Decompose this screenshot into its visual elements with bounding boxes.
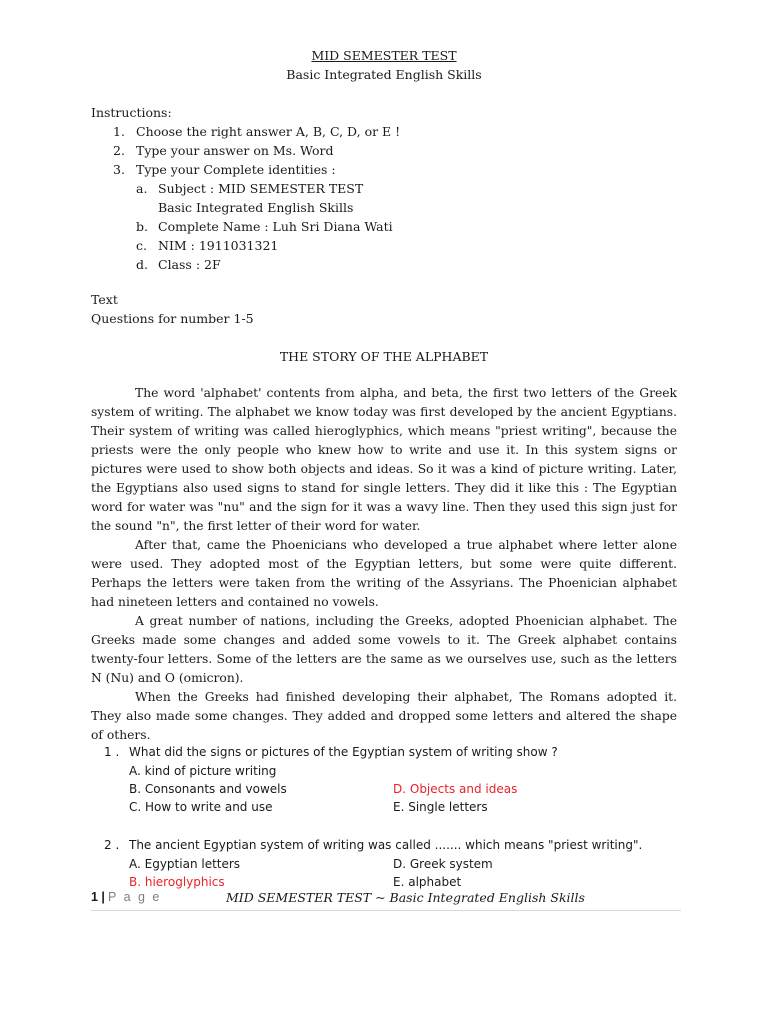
instruction-text: Type your answer on Ms. Word xyxy=(136,143,334,158)
story-paragraph: A great number of nations, including the Greeks, adopted Phoenician alphabet. The Greeks made some changes and added some vowels to it. The Greek alphabet contains twenty-four letters. Some of the letters are the same as we ourselves use, such as the letters N (Nu) and O (omicron). xyxy=(91,614,677,685)
instruction-number: 1. xyxy=(113,124,125,139)
identity-letter: d. xyxy=(136,257,148,272)
identity-item xyxy=(91,236,279,255)
identity-text: Complete Name : Luh Sri Diana Wati xyxy=(158,219,393,234)
document-header xyxy=(0,46,768,84)
question-text: What did the signs or pictures of the Egyptian system of writing show ? xyxy=(129,745,558,759)
option-e: E. alphabet xyxy=(393,875,462,889)
identity-item xyxy=(91,179,364,198)
option-d: D. Greek system xyxy=(393,857,493,871)
footer-divider xyxy=(91,910,681,911)
page-word: P a g e xyxy=(108,890,162,904)
identity-item xyxy=(91,217,393,236)
option-c: C. How to write and use xyxy=(129,800,273,814)
footer-title: MID SEMESTER TEST ~ Basic Integrated English Skills xyxy=(226,890,585,905)
option-d-answer: D. Objects and ideas xyxy=(393,782,518,796)
text-label: Text xyxy=(91,292,118,307)
option-e: E. Single letters xyxy=(393,800,488,814)
page-number: 1 | xyxy=(91,890,105,904)
option-a: A. kind of picture writing xyxy=(129,764,277,778)
instructions-block xyxy=(91,103,401,274)
instruction-item xyxy=(91,122,401,141)
identity-text: Basic Integrated English Skills xyxy=(158,200,354,215)
identity-text: NIM : 1911031321 xyxy=(158,238,279,253)
question-number: 2 . xyxy=(104,838,120,852)
instruction-number: 2. xyxy=(113,143,125,158)
identity-text: Class : 2F xyxy=(158,257,221,272)
question-text: The ancient Egyptian system of writing was called ....... which means "priest writing". xyxy=(129,838,643,852)
questions-range-label: Questions for number 1-5 xyxy=(91,311,254,326)
story-paragraph: When the Greeks had finished developing their alphabet, The Romans adopted it. They also made some changes. They added and dropped some letters and altered the shape of others. xyxy=(91,690,677,742)
identity-item xyxy=(91,255,221,274)
story-title: THE STORY OF THE ALPHABET xyxy=(279,349,489,364)
instruction-number: 3. xyxy=(113,162,125,177)
instruction-text: Type your Complete identities : xyxy=(136,162,336,177)
identity-letter: a. xyxy=(136,181,148,196)
option-a: A. Egyptian letters xyxy=(129,857,241,871)
instructions-label: Instructions: xyxy=(91,105,172,120)
instruction-text: Choose the right answer A, B, C, D, or E ! xyxy=(136,124,401,139)
identity-text: Subject : MID SEMESTER TEST xyxy=(158,181,364,196)
document-title: MID SEMESTER TEST xyxy=(311,48,457,63)
story-paragraph: The word 'alphabet' contents from alpha, and beta, the first two letters of the Greek system of writing. The alphabet we know today was first developed by the ancient Egyptians. Their system of writing was called hieroglyphics, which means "priest writing", because the priests were the only people who knew how to write and use it. In this system signs or pictures were used to show both objects and ideas. So it was a kind of picture writing. Later, the Egyptians also used signs to stand for single letters. They did it like this : The Egyptian word for water was "nu" and the sign for it was a wavy line. Then they used this sign just for the sound "n", the first letter of their word for water. xyxy=(91,386,677,533)
story-paragraph: After that, came the Phoenicians who developed a true alphabet where letter alone were used. They adopted most of the Egyptian letters, but some were quite different. Perhaps the letters were taken from the writing of the Assyrians. The Phoenician alphabet had nineteen letters and contained no vowels. xyxy=(91,538,677,609)
instruction-item xyxy=(91,141,334,160)
instruction-item xyxy=(91,160,336,179)
identity-item xyxy=(91,198,354,217)
option-b: B. Consonants and vowels xyxy=(129,782,287,796)
option-b-answer: B. hieroglyphics xyxy=(129,875,225,889)
identity-letter: c. xyxy=(136,238,147,253)
document-subtitle: Basic Integrated English Skills xyxy=(286,67,482,82)
question-number: 1 . xyxy=(104,745,120,759)
story-body xyxy=(91,384,677,745)
identity-letter: b. xyxy=(136,219,148,234)
